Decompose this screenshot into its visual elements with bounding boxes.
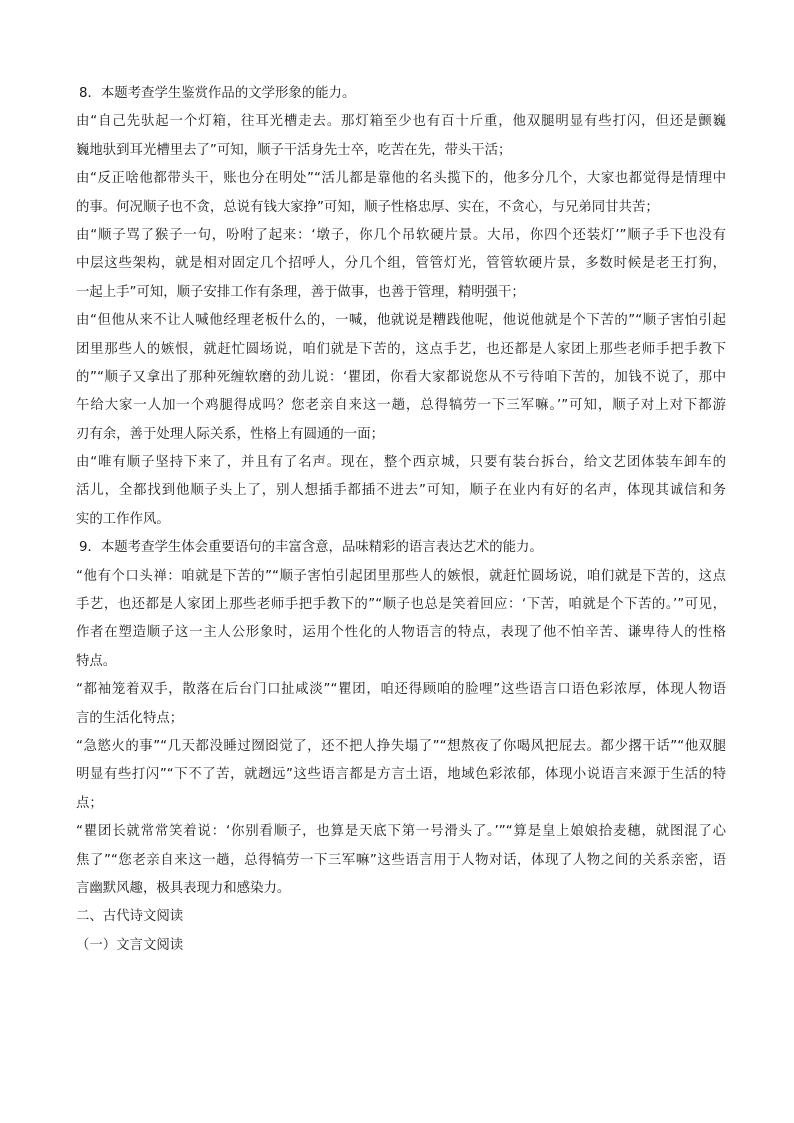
paragraph-line: 的事。何况顺子也不贪，总说有钱大家挣”可知，顺子性格忠厚、实在，不贪心，与兄弟同甘共苦； [76, 199, 659, 215]
paragraph-line: 特点。 [76, 653, 117, 669]
paragraph-line: 由“但他从来不让人喊他经理老板什么的，一喊，他就说是糟践他呢，他说他就是个下苦的”“顺子害怕引起 [76, 313, 726, 329]
paragraph-line: 活儿，全都找到他顺子头上了，别人想插手都插不进去”可知，顺子在业内有好的名声，体现其诚信和务 [76, 483, 726, 499]
paragraph-line: 的”“顺子又拿出了那种死缠软磨的劲儿说：‘瞿团，你看大家都说您从不亏待咱下苦的，加钱不说了，那中 [76, 369, 726, 385]
paragraph-line: 由“自己先驮起一个灯箱，往耳光槽走去。那灯箱至少也有百十斤重，他双腿明显有些打闪，但还是颤巍 [76, 114, 726, 130]
paragraph-line: “都袖笼着双手，散落在后台门口扯咸淡”“瞿团，咱还得顾咱的脸哩”这些语言口语色彩浓厚，体现人物语 [76, 682, 726, 698]
paragraph-line: “瞿团长就常常笑着说：‘你别看顺子，也算是天底下第一号滑头了。’”“算是皇上娘娘拾麦穗，就图混了心 [76, 824, 726, 840]
paragraph-line: 由“顺子骂了猴子一句，吩咐了起来：‘墩子，你几个吊软硬片景。大吊，你四个还装灯’”顺子手下也没有 [76, 227, 726, 243]
paragraph-line: 团里那些人的嫉恨，就赶忙圆场说，咱们就是下苦的，这点手艺，也还都是人家团上那些老师手把手教下 [76, 341, 726, 357]
paragraph-line: 言幽默风趣，极具表现力和感染力。 [76, 880, 291, 896]
subsection-heading: （一）文言文阅读 [76, 937, 184, 953]
paragraph-line: “急慾火的事”“几天都没睡过囫囵觉了，还不把人挣失塌了”“想熬夜了你喝风把屁去。都少撂干话”“他双腿 [76, 738, 726, 754]
question-9-heading: 9．本题考查学生体会重要语句的丰富含意，品味精彩的语言表达艺术的能力。 [79, 540, 543, 556]
paragraph-line: 点； [76, 795, 103, 811]
paragraph-line: 手艺，也还都是人家团上那些老师手把手教下的”“顺子也总是笑着回应：‘下苦，咱就是个下苦的。’”可见， [76, 597, 726, 613]
question-8-heading: 8．本题考查学生鉴赏作品的文学形象的能力。 [79, 86, 356, 101]
paragraph-line: “他有个口头禅：咱就是下苦的”“顺子害怕引起团里那些人的嫉恨，就赶忙圆场说，咱们就是下苦的，这点 [76, 568, 726, 584]
paragraph-line: 巍地驮到耳光槽里去了”可知，顺子干活身先士卒，吃苦在先，带头干活； [76, 142, 512, 158]
document-page [76, 80, 726, 960]
paragraph-line: 由“唯有顺子坚持下来了，并且有了名声。现在，整个西京城，只要有装台拆台，给文艺团体装车卸车的 [76, 455, 726, 471]
paragraph-line: 实的工作作风。 [76, 511, 170, 527]
paragraph-line: 焦了”“您老亲自来这一趟，总得犒劳一下三军嘛”这些语言用于人物对话，体现了人物之间的关系亲密，语 [76, 852, 726, 868]
paragraph-line: 一起上手”可知，顺子安排工作有条理，善于做事，也善于管理，精明强干； [76, 284, 525, 300]
paragraph-line: 午给大家一人加一个鸡腿得成吗？您老亲自来这一趟，总得犒劳一下三军嘛。’”可知，顺子对上对下都游 [76, 398, 726, 414]
paragraph-line: 作者在塑造顺子这一主人公形象时，运用个性化的人物语言的特点，表现了他不怕辛苦、谦卑待人的性格 [76, 625, 726, 641]
paragraph-line: 刃有余，善于处理人际关系，性格上有圆通的一面； [76, 426, 384, 442]
paragraph-line: 言的生活化特点； [76, 710, 184, 726]
paragraph-line: 中层这些架构，就是相对固定几个招呼人，分几个组，管管灯光，管管软硬片景，多数时候是老王打狗， [76, 256, 726, 272]
paragraph-line: 明显有些打闪”“下不了苦，就趔远”这些语言都是方言土语，地域色彩浓郁，体现小说语言来源于生活的特 [76, 767, 726, 783]
section-heading: 二、古代诗文阅读 [76, 909, 184, 925]
paragraph-line: 由“反正啥他都带头干，账也分在明处”“活儿都是靠他的名头揽下的，他多分几个，大家也都觉得是情理中 [76, 171, 726, 187]
